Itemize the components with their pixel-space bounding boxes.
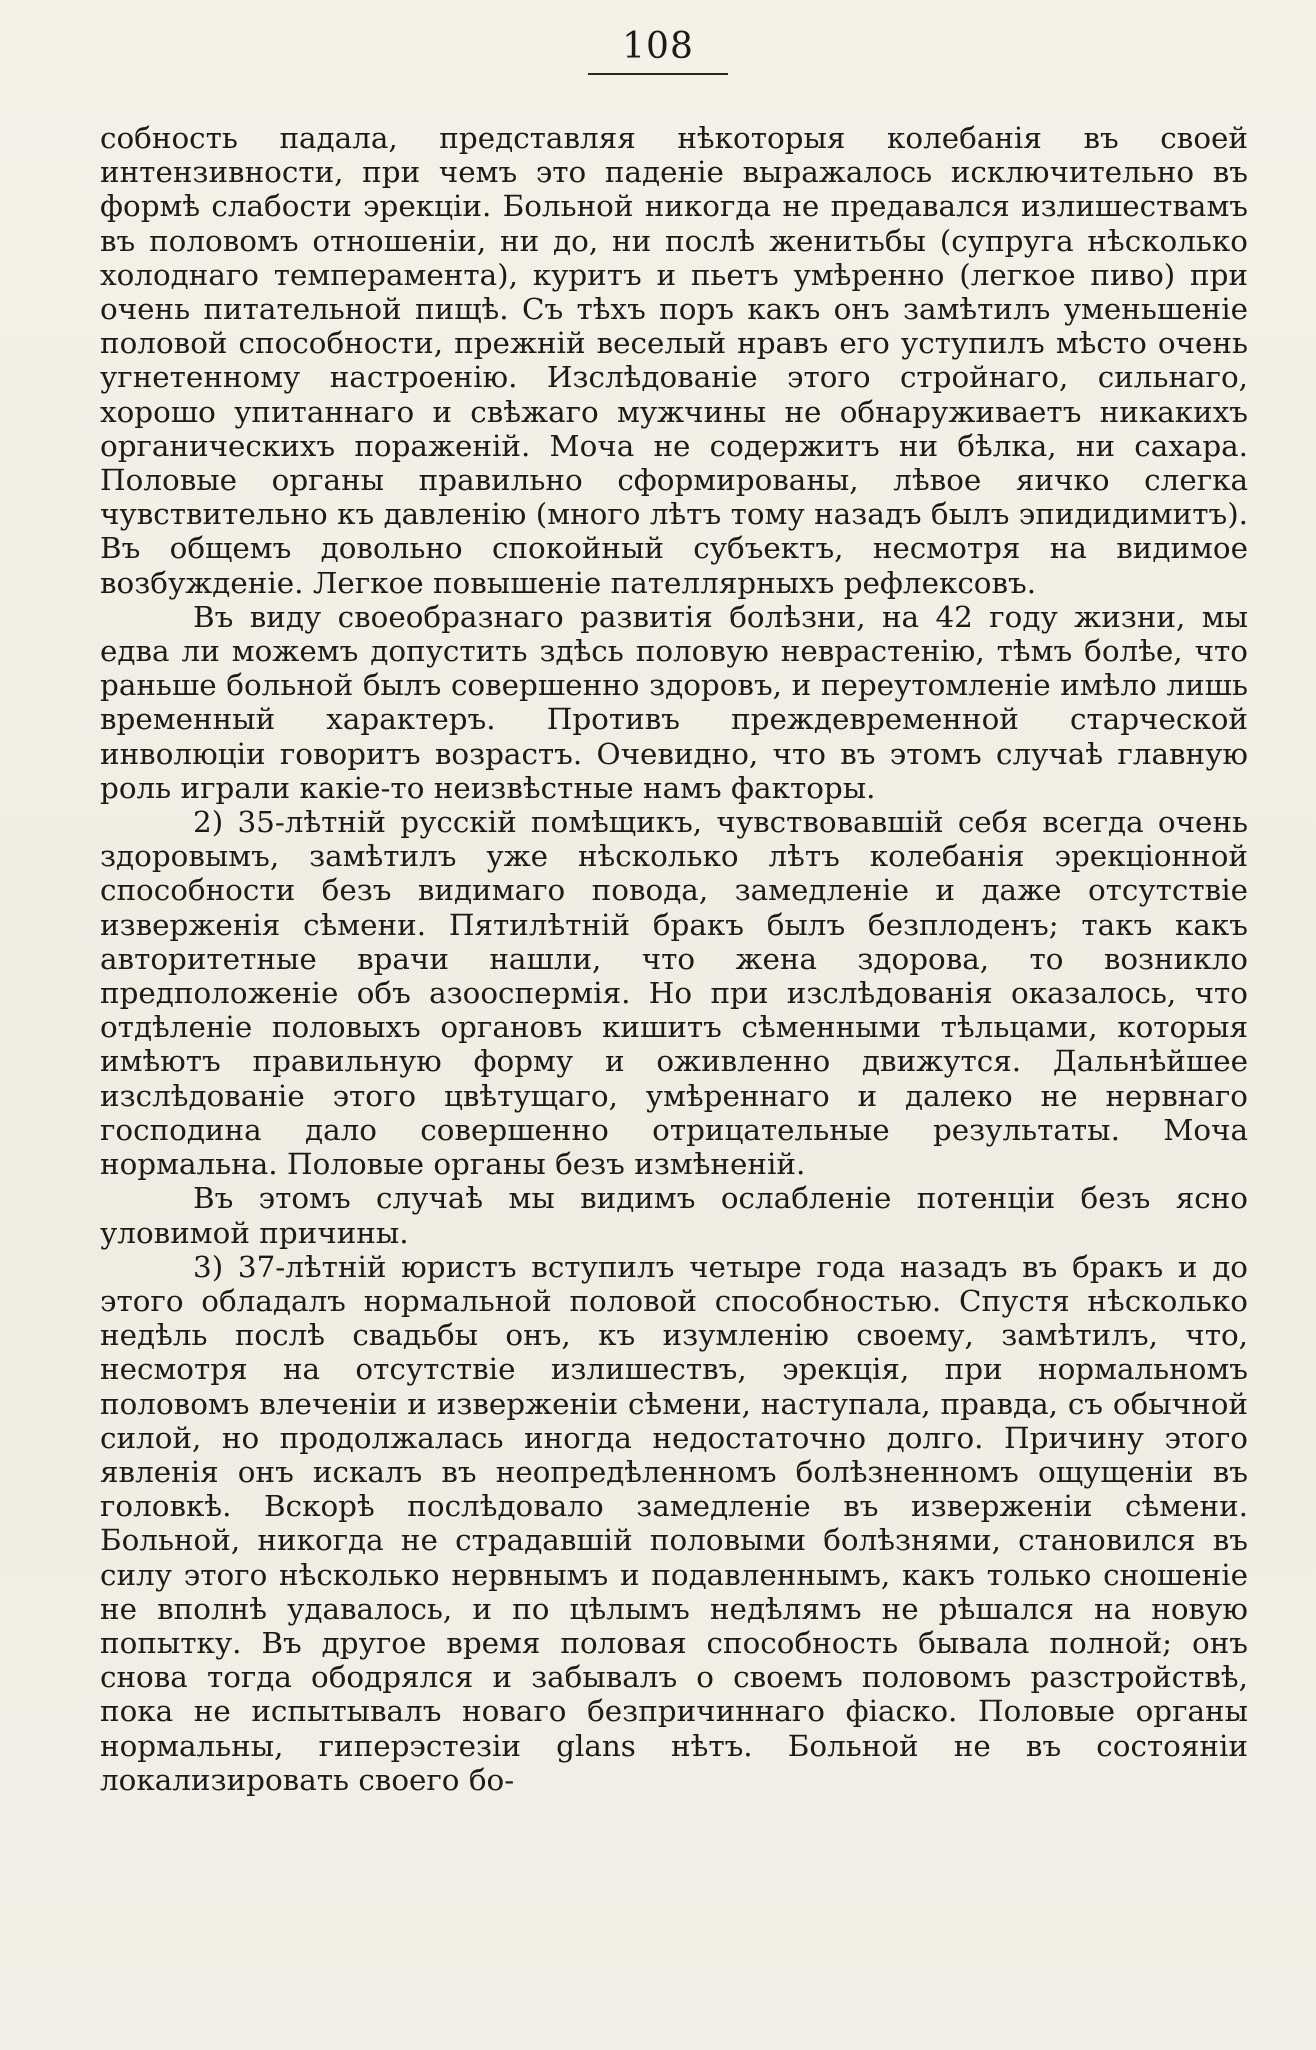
page-text	[100, 121, 1248, 1797]
paragraph-case-2-discussion: Въ этомъ случаѣ мы видимъ ослабленіе потенціи безъ ясно уловимой причины.	[100, 1181, 1248, 1250]
header-rule	[588, 73, 728, 75]
paragraph-case-1-continued: собность падала, представляя нѣкоторыя колебанія въ своей интензивности, при чемъ это паденіе выражалось исключительно въ формѣ слабости эрекціи. Больной никогда не предавался излишествамъ въ половомъ отношеніи, ни до, ни послѣ женитьбы (супруга нѣсколько холоднаго темперамента), куритъ и пьетъ умѣренно (легкое пиво) при очень питательной пищѣ. Съ тѣхъ поръ какъ онъ замѣтилъ уменьшеніе половой способности, прежній веселый нравъ его уступилъ мѣсто очень угнетенному настроенію. Изслѣдованіе этого стройнаго, сильнаго, хорошо упитаннаго и свѣжаго мужчины не обнаруживаетъ никакихъ органическихъ пораженій. Моча не содержитъ ни бѣлка, ни сахара. Половые органы правильно сформированы, лѣвое яичко слегка чувствительно къ давленію (много лѣтъ тому назадъ былъ эпидидимитъ). Въ общемъ довольно спокойный субъектъ, несмотря на видимое возбужденіе. Легкое повышеніе пателлярныхъ рефлексовъ.	[100, 121, 1248, 600]
page-number: 108	[622, 26, 694, 67]
paragraph-case-2: 2) 35-лѣтній русскій помѣщикъ, чувствовавшій себя всегда очень здоровымъ, замѣтилъ уже нѣсколько лѣтъ колебанія эрекціонной способности безъ видимаго повода, замедленіе и даже отсутствіе изверженія сѣмени. Пятилѣтній бракъ былъ безплоденъ; такъ какъ авторитетные врачи нашли, что жена здорова, то возникло предположеніе объ азооспермія. Но при изслѣдованія оказалось, что отдѣленіе половыхъ органовъ кишитъ сѣменными тѣльцами, которыя имѣютъ правильную форму и оживленно движутся. Дальнѣйшее изслѣдованіе этого цвѣтущаго, умѣреннаго и далеко не нервнаго господина дало совершенно отрицательные результаты. Моча нормальна. Половые органы безъ измѣненій.	[100, 805, 1248, 1182]
paragraph-case-3: 3) 37-лѣтній юристъ вступилъ четыре года назадъ въ бракъ и до этого обладалъ нормальной половой способностью. Спустя нѣсколько недѣль послѣ свадьбы онъ, къ изумленію своему, замѣтилъ, что, несмотря на отсутствіе излишествъ, эрекція, при нормальномъ половомъ влеченіи и изверженіи сѣмени, наступала, правда, съ обычной силой, но продолжалась иногда недостаточно долго. Причину этого явленія онъ искалъ въ неопредѣленномъ болѣзненномъ ощущеніи въ головкѣ. Вскорѣ послѣдовало замедленіе въ изверженіи сѣмени. Больной, никогда не страдавшій половыми болѣзнями, становился въ силу этого нѣсколько нервнымъ и подавленнымъ, какъ только сношеніе не вполнѣ удавалось, и по цѣлымъ недѣлямъ не рѣшался на новую попытку. Въ другое время половая способность бывала полной; онъ снова тогда ободрялся и забывалъ о своемъ половомъ разстройствѣ, пока не испытывалъ новаго безпричиннаго фіаско. Половые органы нормальны, гиперэстезіи glans нѣтъ. Больной не въ состояніи локализировать своего бо-	[100, 1249, 1248, 1797]
paragraph-case-1-discussion: Въ виду своеобразнаго развитія болѣзни, на 42 году жизни, мы едва ли можемъ допустить здѣсь половую неврастенію, тѣмъ болѣе, что раньше больной былъ совершенно здоровъ, и переутомленіе имѣло лишь временный характеръ. Противъ преждевременной старческой инволюціи говоритъ возрастъ. Очевидно, что въ этомъ случаѣ главную роль играли какіе-то неизвѣстные намъ факторы.	[100, 599, 1248, 805]
